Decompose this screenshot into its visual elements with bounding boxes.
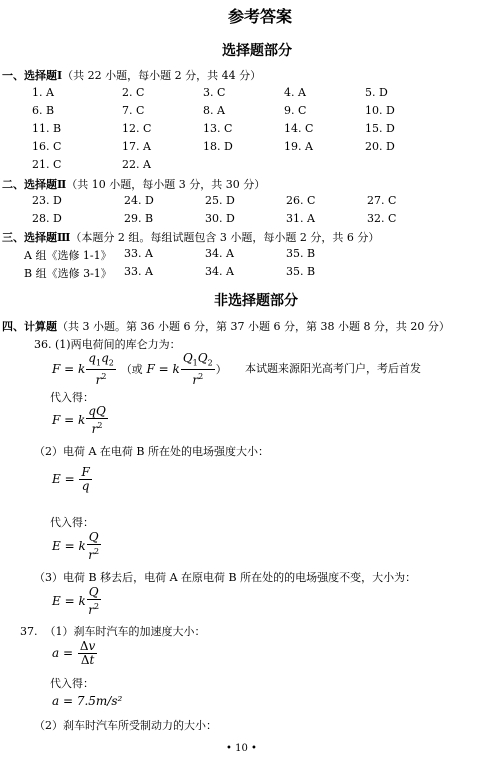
field-result-after: E = k $\frac{Q}{r^2}$ xyxy=(52,585,100,617)
answer: 29. B xyxy=(124,212,154,225)
part2-title: 非选择题部分 xyxy=(214,293,298,309)
answer: 2. C xyxy=(122,86,145,99)
answer: 31. A xyxy=(286,212,315,225)
answer: 33. A xyxy=(124,265,153,278)
source-note: 本试题来源阳光高考门户，考后首发 xyxy=(245,362,421,375)
q36-number: 36. xyxy=(34,338,52,351)
q37-part1 xyxy=(20,623,206,639)
answer: 3. C xyxy=(203,86,226,99)
section2-heading: 二、选择题Ⅱ xyxy=(2,178,67,191)
section1-header xyxy=(2,67,261,83)
group-b-label: B 组《选修 3-1》 xyxy=(24,267,112,280)
section2-detail: （共 10 小题，每小题 3 分，共 30 分） xyxy=(66,178,266,191)
acceleration-formula: a = $\frac{\Delta v}{\Delta t}$ xyxy=(52,639,96,667)
substitute-label: 代入得： xyxy=(50,391,94,404)
answer: 14. C xyxy=(284,122,314,135)
part1-title: 选择题部分 xyxy=(222,43,292,59)
answer: 17. A xyxy=(122,140,151,153)
field-result: E = k $\frac{Q}{r^2}$ xyxy=(52,530,100,562)
answer: 7. C xyxy=(122,104,145,117)
answer: 24. D xyxy=(124,194,154,207)
answer: 10. D xyxy=(365,104,395,117)
answer: 12. C xyxy=(122,122,152,135)
answer: 34. A xyxy=(205,247,234,260)
section1-heading: 一、选择题Ⅰ xyxy=(2,69,63,82)
q36-part3: （3）电荷 B 移去后，电荷 A 在原电荷 B 所在处的的电场强度不变，大小为： xyxy=(34,571,417,584)
q37-part1-text: （1）刹车时汽车的加速度大小： xyxy=(44,625,206,638)
answer: 35. B xyxy=(286,247,316,260)
answer: 25. D xyxy=(205,194,235,207)
field-formula: E = $\frac{F}{q}$ xyxy=(52,465,90,493)
answer: 6. B xyxy=(32,104,55,117)
answer: 1. A xyxy=(32,86,54,99)
answer: 4. A xyxy=(284,86,306,99)
answer: 20. D xyxy=(365,140,395,153)
answer: 32. C xyxy=(367,212,397,225)
answer: 21. C xyxy=(32,158,62,171)
answer: 33. A xyxy=(124,247,153,260)
answer: 35. B xyxy=(286,265,316,278)
q36-part2: （2）电荷 A 在电荷 B 所在处的电场强度大小： xyxy=(34,445,270,458)
section3-header xyxy=(2,229,379,245)
section1-detail: （共 22 小题，每小题 2 分，共 44 分） xyxy=(62,69,262,82)
answer: 23. D xyxy=(32,194,62,207)
substitute-label: 代入得： xyxy=(50,677,94,690)
answer: 15. D xyxy=(365,122,395,135)
answer: 28. D xyxy=(32,212,62,225)
page-title: 参考答案 xyxy=(228,7,293,26)
answer: 5. D xyxy=(365,86,388,99)
acceleration-result: a = 7.5m/s² xyxy=(52,694,123,708)
substitute-label: 代入得： xyxy=(50,516,94,529)
answer: 30. D xyxy=(205,212,235,225)
q36-part1 xyxy=(34,336,181,352)
answer: 22. A xyxy=(122,158,151,171)
force-result: F = k $\frac{qQ}{r^2}$ xyxy=(52,404,106,436)
answer: 11. B xyxy=(32,122,62,135)
q37-part2: （2）刹车时汽车所受制动力的大小： xyxy=(34,719,217,732)
section2-header xyxy=(2,176,265,192)
answer: 9. C xyxy=(284,104,307,117)
section4-header xyxy=(2,318,450,334)
page-number: • 10 • xyxy=(226,743,257,754)
answer: 18. D xyxy=(203,140,233,153)
q36-part1-text: (1)两电荷间的库仑力为： xyxy=(55,338,181,351)
answer: 16. C xyxy=(32,140,62,153)
group-a-label: A 组《选修 1-1》 xyxy=(24,249,112,262)
answer: 27. C xyxy=(367,194,397,207)
alt-close: ） xyxy=(215,363,227,377)
section3-detail: （本题分 2 组。每组试题包含 3 小题，每小题 2 分，共 6 分） xyxy=(70,231,380,244)
section4-detail: （共 3 小题。第 36 小题 6 分，第 37 小题 6 分，第 38 小题 8 分，共 20 分） xyxy=(57,320,450,333)
answer: 26. C xyxy=(286,194,316,207)
section3-heading: 三、选择题Ⅲ xyxy=(2,231,71,244)
coulomb-formula: F = k $\frac{q_1q_2}{r^2}$ （或 F = k $\frac{Q_1Q_2}{r^2}$ ） xyxy=(52,351,227,388)
answer: 13. C xyxy=(203,122,233,135)
answer: 8. A xyxy=(203,104,225,117)
answer: 34. A xyxy=(205,265,234,278)
section4-heading: 四、计算题 xyxy=(2,320,57,333)
answer: 19. A xyxy=(284,140,313,153)
alt-open: （或 xyxy=(120,363,143,377)
q37-number: 37. xyxy=(20,625,38,638)
